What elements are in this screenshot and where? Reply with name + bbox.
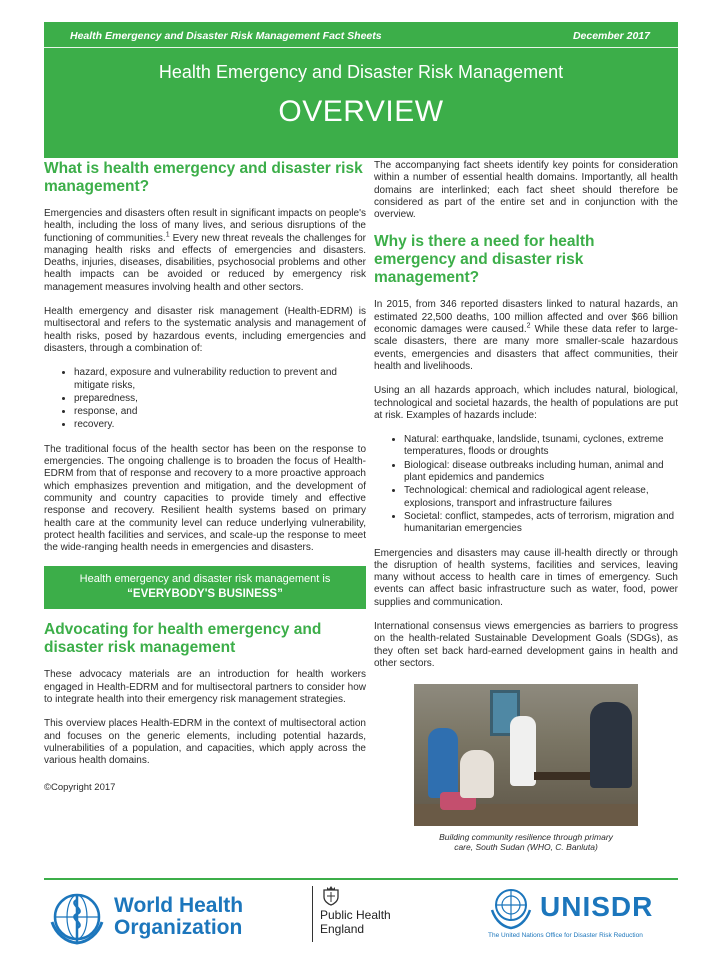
un-emblem-icon (488, 884, 534, 930)
list-item: • preparedness, (74, 393, 366, 405)
paragraph: Emergencies and disasters may cause ill-health directly or through the disruption of health systems, facilities and services, leaving many without access to health care in times of emergency. Such events can affect basic infrastructure such as water, food, power supplies and communication. (374, 547, 678, 608)
paragraph: These advocacy materials are an introduction for health workers engaged in Health-EDRM and for multisectoral partners to consider how to integrate health into their emergency risk management strategies. (44, 669, 366, 706)
banner-top-row (44, 22, 678, 42)
paragraph: This overview places Health-EDRM in the context of multisectoral action and focuses on the generic elements, including potential hazards, vulnerabilities of a population, and capacities, which apply across the various health domains. (44, 718, 366, 767)
footnote-ref: 2 (526, 322, 531, 330)
who-emblem-icon (46, 886, 108, 948)
who-logo (46, 886, 243, 948)
bullet-list (404, 434, 678, 535)
logo-divider (312, 886, 313, 942)
paragraph: International consensus views emergencies as barriers to progress on the health-related Sustainable Development Goals (SDGs), as they often set back hard-earned development gains in health and other sectors. (374, 621, 678, 669)
crest-icon (320, 884, 342, 906)
list-item: • Technological: chemical and radiological agent release, explosions, transport and infrastructure failures (404, 485, 678, 510)
header-banner (44, 22, 678, 158)
who-wordmark: World Health Organization (114, 894, 244, 939)
list-item: • Biological: disease outbreaks including human, animal and plant epidemics and pandemics (404, 460, 678, 485)
series-title: Health Emergency and Disaster Risk Management Fact Sheets (70, 30, 382, 42)
list-item: • Natural: earthquake, landslide, tsunami, cyclones, extreme temperatures, floods or droughts (404, 434, 678, 459)
paragraph: The accompanying fact sheets identify key points for consideration within a number of essential health domains. Importantly, all health domains are interlinked; each fact sheet should therefore be considered as part of the entire set and in conjunction with the overview. (374, 160, 678, 221)
callout-box (44, 566, 366, 609)
paragraph: Health emergency and disaster risk management (Health-EDRM) is multisectoral and refers to the systematic analysis and management of health risks, posed by hazardous events, including emergencies and disasters, through a combination of: (44, 306, 366, 354)
callout-emphasis: “EVERYBODY'S BUSINESS” (127, 588, 283, 601)
photo-caption: Building community resilience through primary care, South Sudan (WHO, C. Banluta) (439, 832, 613, 853)
section-heading-advocating: Advocating for health emergency and disaster risk management (44, 621, 322, 657)
section-heading-what-is: What is health emergency and disaster risk management? (44, 160, 363, 195)
list-item: • response, and (74, 406, 366, 418)
list-item: • Societal: conflict, stampedes, acts of terrorism, migration and humanitarian emergencies (404, 511, 678, 536)
footer-divider (44, 878, 678, 880)
issue-date: December 2017 (572, 30, 650, 42)
bullet-list (74, 367, 366, 431)
footnote-ref: 1 (165, 231, 170, 239)
list-item: • recovery. (74, 419, 366, 431)
section-heading-why-need: Why is there a need for health emergency and disaster risk management? (374, 233, 595, 287)
banner-divider (44, 47, 678, 48)
copyright: ©Copyright 2017 (44, 781, 116, 793)
paragraph: Using an all hazards approach, which includes natural, biological, technological and societal hazards, the health of populations are put at risk. Examples of hazards include: (374, 385, 678, 421)
callout-text: Health emergency and disaster risk management is (79, 573, 331, 586)
left-column (44, 160, 366, 794)
phe-wordmark: Public Health England (320, 908, 391, 936)
page-title: Health Emergency and Disaster Risk Management (158, 62, 564, 82)
unisdr-tagline: The United Nations Office for Disaster Risk Reduction (488, 932, 643, 939)
community-photo (414, 684, 638, 826)
unisdr-wordmark: UNISDR (540, 891, 654, 922)
paragraph: The traditional focus of the health sector has been on the response to emergencies. The ongoing challenge is to broaden the focus of Health-EDRM from that of response and recovery to a more proactive approach which emphasizes prevention and mitigation, and the development of community and country capacities to provide timely and effective response and recovery. Resilient health systems based on primary health care at the community level can reduce underlying vulnerability, protect health facilities and services, and scale-up the response to meet the wide-ranging health needs in emergencies and disasters. (44, 443, 366, 554)
right-column (374, 160, 678, 852)
page-subtitle: OVERVIEW (278, 95, 444, 128)
paragraph: Emergencies and disasters often result in significant impacts on people's health, including the loss of many lives, and serious disruptions of the functioning of communities.$^1$ Every new threat reveals the challenges for managing health risks and effects of emergencies and disasters. Deaths, injuries, diseases, disabilities, psychosocial problems and other health impacts can be avoided or reduced by emergency risk management measures involving health and other sectors. (44, 208, 367, 293)
unisdr-logo (488, 884, 653, 939)
list-item: • hazard, exposure and vulnerability reduction to prevent and mitigate risks, (74, 367, 366, 392)
paragraph: In 2015, from 346 reported disasters linked to natural hazards, an estimated 22,500 deaths, 100 million affected and over $66 billion economic damages were caused.$^2$ While these data refer to large-scale disasters, there are many more smaller-scale hazardous events, emergencies and disasters that affect communities, their health and livelihoods. (374, 299, 678, 372)
phe-logo (320, 884, 391, 936)
